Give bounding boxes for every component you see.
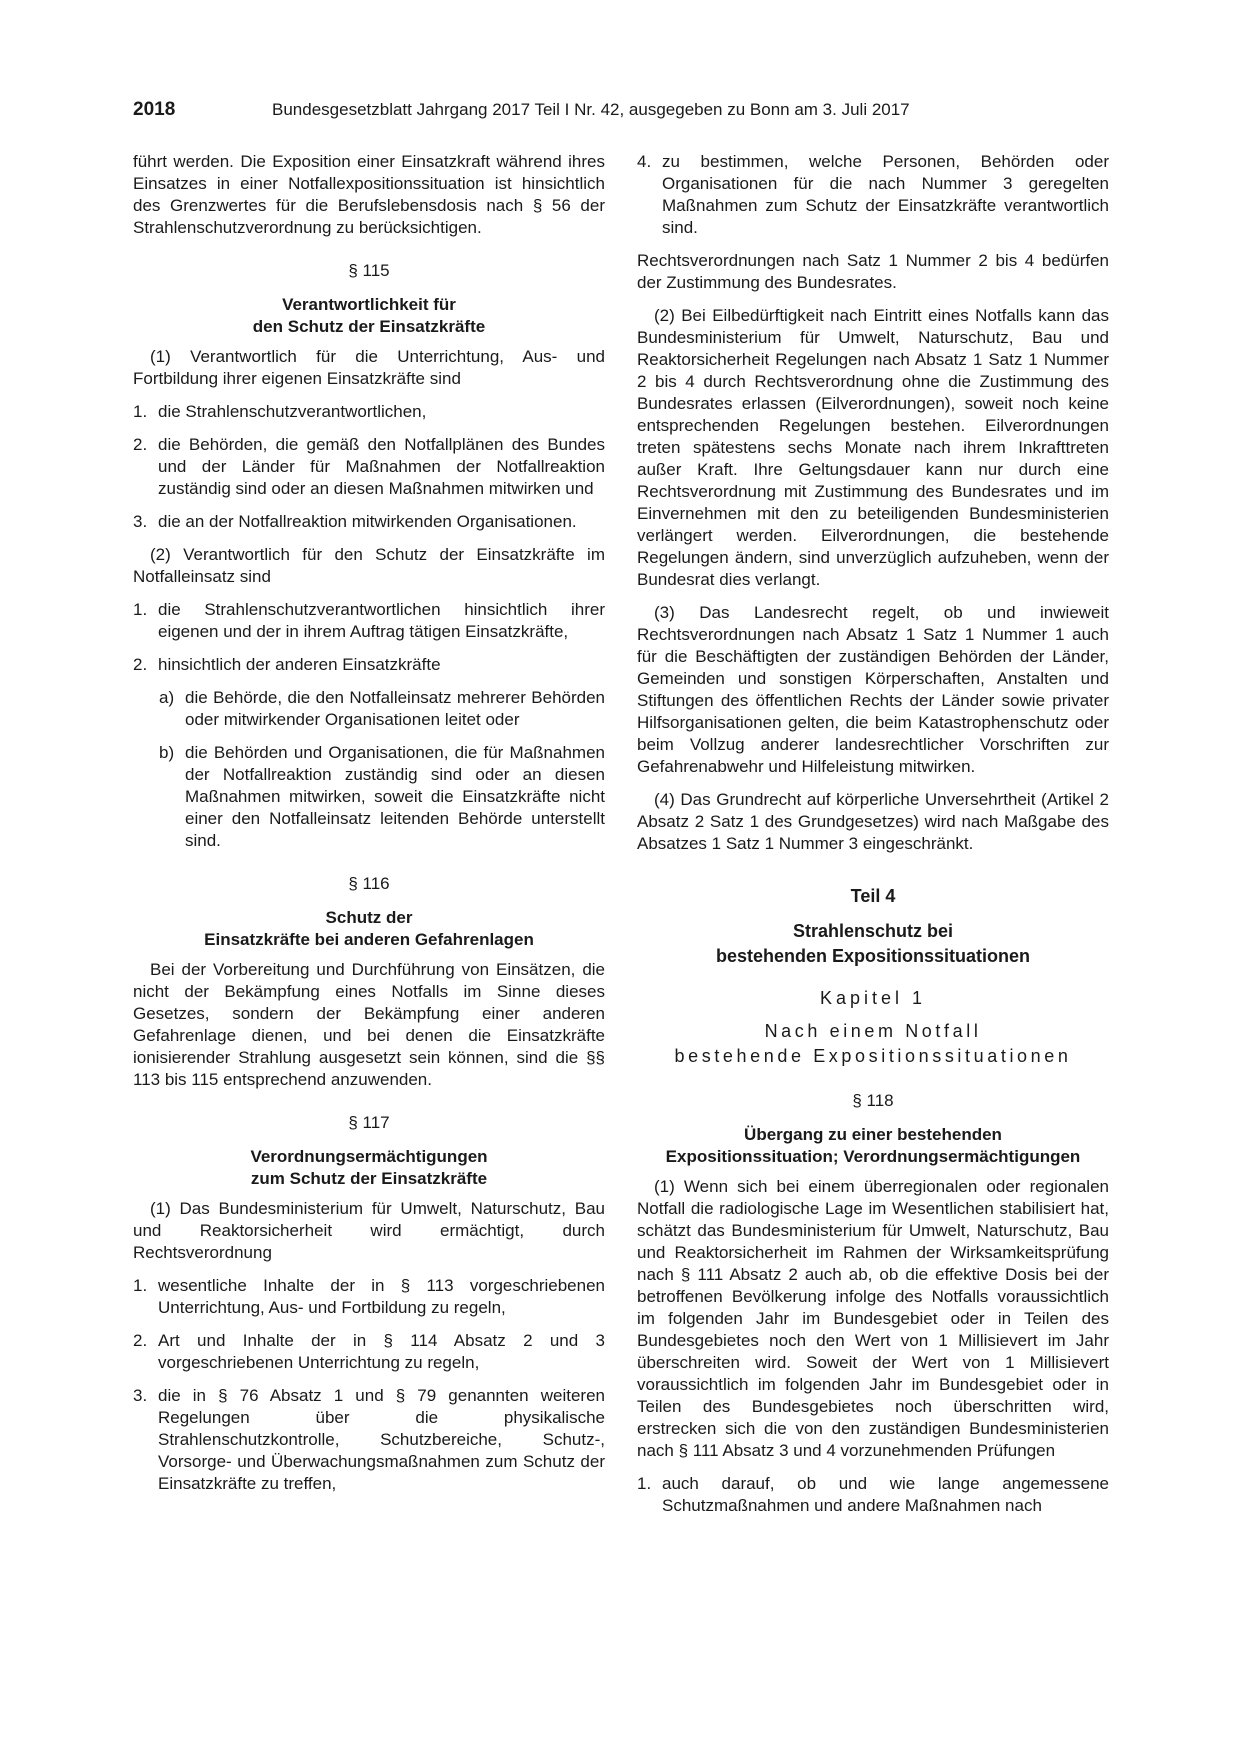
- part-number: Teil 4: [850, 886, 896, 906]
- chapter-number: Kapitel 1: [819, 988, 927, 1008]
- section-title: [133, 1146, 605, 1190]
- list-number: 1.: [133, 402, 148, 421]
- section-title-line: den Schutz der Einsatzkräfte: [252, 317, 486, 336]
- section-117: [133, 1112, 605, 1495]
- list-text: die an der Notfallreaktion mitwirkenden Organisationen.: [158, 512, 577, 531]
- list-item: [133, 511, 605, 533]
- sub-list-letter: b): [159, 743, 175, 762]
- section-115: [133, 260, 605, 852]
- right-column: [637, 151, 1109, 1517]
- list-number: 3.: [133, 512, 148, 531]
- section-title: [637, 1124, 1109, 1168]
- list-text: zu bestimmen, welche Personen, Behörden oder Organisationen für die nach Nummer 3 geregelten Maßnahmen zum Schutz der Einsatzkräfte verantwortlich sind.: [662, 152, 1109, 237]
- list-text: auch darauf, ob und wie lange angemessene Schutzmaßnahmen und andere Maßnahmen nach: [662, 1474, 1109, 1515]
- section-title-line: Einsatzkräfte bei anderen Gefahrenlagen: [204, 930, 534, 949]
- paragraph: Rechtsverordnungen nach Satz 1 Nummer 2 bis 4 bedürfen der Zustimmung des Bundesrates.: [637, 251, 1109, 292]
- list-item: [133, 1275, 605, 1319]
- section-number: § 116: [348, 874, 390, 893]
- intro-paragraph: führt werden. Die Exposition einer Einsatzkraft während ihres Einsatzes in einer Notfallexpositionssituation ist hinsichtlich des Grenzwertes für die Berufslebensdosis nach § 56 der Strahlenschutzverordnung zu berücksichtigen.: [133, 152, 605, 237]
- sub-list-item: [133, 742, 605, 852]
- sub-list-item: [133, 687, 605, 731]
- section-title-line: Schutz der: [325, 908, 413, 927]
- list-text: hinsichtlich der anderen Einsatzkräfte: [158, 655, 441, 674]
- section-number: § 118: [852, 1091, 894, 1110]
- list-text: wesentliche Inhalte der in § 113 vorgeschriebenen Unterrichtung, Aus- und Fortbildung zu regeln,: [158, 1276, 605, 1317]
- list-item: [133, 1330, 605, 1374]
- list-text: die Strahlenschutzverantwortlichen hinsichtlich ihrer eigenen und der in ihrem Auftrag tätigen Einsatzkräfte,: [158, 600, 605, 641]
- chapter-title-line: Nach einem Notfall: [764, 1021, 982, 1041]
- paragraph: (1) Wenn sich bei einem überregionalen oder regionalen Notfall die radiologische Lage im Wesentlichen stabilisiert hat, schätzt das Bundesministerium für Umwelt, Naturschutz, Bau und Reaktorsicherheit im Rahmen der Wirksamkeitsprüfung nach § 111 Absatz 2 auch ab, ob die effektive Dosis bei der betroffenen Bevölkerung infolge des Notfalls voraussichtlich im folgenden Jahr im Bundesgebiet oder in Teilen des Bundesgebietes noch den Wert von 1 Millisievert im Jahr überschreiten wird. Soweit der Wert von 1 Millisievert voraussichtlich im folgenden Jahr im Bundesgebiet oder in Teilen des Bundesgebietes noch überschritten wird, erstrecken sich die von den zuständigen Bundesministerien nach § 111 Absatz 3 und 4 vorzunehmenden Prüfungen: [637, 1177, 1109, 1460]
- list-item: [133, 654, 605, 676]
- list-number: 2.: [133, 435, 148, 454]
- paragraph: (2) Bei Eilbedürftigkeit nach Eintritt eines Notfalls kann das Bundesministerium für Umwelt, Naturschutz, Bau und Reaktorsicherheit Regelungen nach Absatz 1 Satz 1 Nummer 2 bis 4 durch Rechtsverordnung ohne die Zustimmung des Bundesrates erlassen (Eilverordnungen), soweit noch keine entsprechenden Regelungen bestehen. Eilverordnungen treten spätestens sechs Monate nach ihrem Inkrafttreten außer Kraft. Ihre Geltungsdauer kann nur durch eine Rechtsverordnung mit Zustimmung des Bundesrates und im Einvernehmen mit den zu beteiligenden Bundesministerien verlängert werden. Eilverordnungen, die bestehende Regelungen ändern, sind unverzüglich aufzuheben, wenn der Bundesrat dies verlangt.: [637, 306, 1109, 589]
- running-title: Bundesgesetzblatt Jahrgang 2017 Teil I Nr. 42, ausgegeben zu Bonn am 3. Juli 2017: [272, 100, 910, 119]
- section-title: [133, 907, 605, 951]
- list-number: 1.: [637, 1474, 652, 1493]
- paragraph: (1) Verantwortlich für die Unterrichtung, Aus- und Fortbildung ihrer eigenen Einsatzkräfte sind: [133, 347, 605, 388]
- list-number: 2.: [133, 1331, 148, 1350]
- list-number: 2.: [133, 655, 148, 674]
- list-number: 1.: [133, 600, 148, 619]
- section-title-line: Verordnungsermächtigungen: [250, 1147, 488, 1166]
- paragraph: (1) Das Bundesministerium für Umwelt, Naturschutz, Bau und Reaktorsicherheit wird ermächtigt, durch Rechtsverordnung: [133, 1199, 605, 1262]
- section-118: [637, 1090, 1109, 1517]
- sub-list-text: die Behörde, die den Notfalleinsatz mehrerer Behörden oder mitwirkender Organisationen leitet oder: [185, 688, 605, 729]
- list-text: die in § 76 Absatz 1 und § 79 genannten weiteren Regelungen über die physikalische Strahlenschutzkontrolle, Schutzbereiche, Schutz-, Vorsorge- und Überwachungsmaßnahmen zum Schutz der Einsatzkräfte zu treffen,: [158, 1386, 605, 1493]
- sub-list-letter: a): [159, 688, 175, 707]
- paragraph: Bei der Vorbereitung und Durchführung von Einsätzen, die nicht der Bekämpfung eines Notfalls im Sinne dieses Gesetzes, sondern der Bekämpfung einer anderen Gefahrenlage dienen, und bei denen die Einsatzkräfte ionisierender Strahlung ausgesetzt sein können, sind die §§ 113 bis 115 entsprechend anzuwenden.: [133, 960, 605, 1089]
- part-title: [637, 919, 1109, 969]
- list-number: 3.: [133, 1386, 148, 1405]
- section-title-line: Expositionssituation; Verordnungsermächtigungen: [665, 1147, 1081, 1166]
- paragraph: (3) Das Landesrecht regelt, ob und inwieweit Rechtsverordnungen nach Absatz 1 Satz 1 Nummer 1 auch für die Beschäftigten der zuständigen Behörden der Länder, Gemeinden und sonstigen Körperschaften, Anstalten und Stiftungen des öffentlichen Rechts der Länder sowie privater Hilfsorganisationen gelten, die beim Katastrophenschutz oder beim Vollzug anderer landesrechtlicher Vorschriften zur Gefahrenabwehr und Hilfeleistung mitwirken.: [637, 603, 1109, 776]
- kapitel-1-heading: [637, 987, 1109, 1069]
- list-text: Art und Inhalte der in § 114 Absatz 2 und 3 vorgeschriebenen Unterrichtung zu regeln,: [158, 1331, 605, 1372]
- paragraph: (4) Das Grundrecht auf körperliche Unversehrtheit (Artikel 2 Absatz 2 Satz 1 des Grundgesetzes) wird nach Maßgabe des Absatzes 1 Satz 1 Nummer 3 eingeschränkt.: [637, 790, 1109, 853]
- part-title-line: bestehenden Expositionssituationen: [715, 946, 1031, 966]
- left-column: [133, 151, 605, 1495]
- section-116: [133, 873, 605, 1091]
- list-item: [637, 1473, 1109, 1517]
- section-number: § 117: [348, 1113, 390, 1132]
- list-item: [133, 401, 605, 423]
- list-number: 4.: [637, 152, 652, 171]
- section-title-line: Verantwortlichkeit für: [282, 295, 456, 314]
- paragraph: (2) Verantwortlich für den Schutz der Einsatzkräfte im Notfalleinsatz sind: [133, 545, 605, 586]
- chapter-title: [637, 1019, 1109, 1069]
- section-number: § 115: [348, 261, 390, 280]
- page-header: [133, 99, 1109, 125]
- list-text: die Behörden, die gemäß den Notfallplänen des Bundes und der Länder für Maßnahmen der Notfallreaktion zuständig sind oder an diesen Maßnahmen mitwirken und: [158, 435, 605, 498]
- list-item: [133, 434, 605, 500]
- sub-list-text: die Behörden und Organisationen, die für Maßnahmen der Notfallreaktion zuständig sind oder an diesen Maßnahmen mitwirken, soweit die Einsatzkräfte nicht einer den Notfalleinsatz leitenden Behörde unterstellt sind.: [185, 743, 605, 850]
- list-item: [133, 1385, 605, 1495]
- teil-4-heading: [637, 885, 1109, 969]
- section-title: [133, 294, 605, 338]
- section-title-line: Übergang zu einer bestehenden: [744, 1125, 1002, 1144]
- chapter-title-line: bestehende Expositionssituationen: [674, 1046, 1072, 1066]
- list-item: [133, 599, 605, 643]
- section-title-line: zum Schutz der Einsatzkräfte: [250, 1169, 488, 1188]
- page-number: 2018: [133, 99, 176, 120]
- list-item: [637, 151, 1109, 239]
- list-number: 1.: [133, 1276, 148, 1295]
- part-title-line: Strahlenschutz bei: [792, 921, 954, 941]
- list-text: die Strahlenschutzverantwortlichen,: [158, 402, 427, 421]
